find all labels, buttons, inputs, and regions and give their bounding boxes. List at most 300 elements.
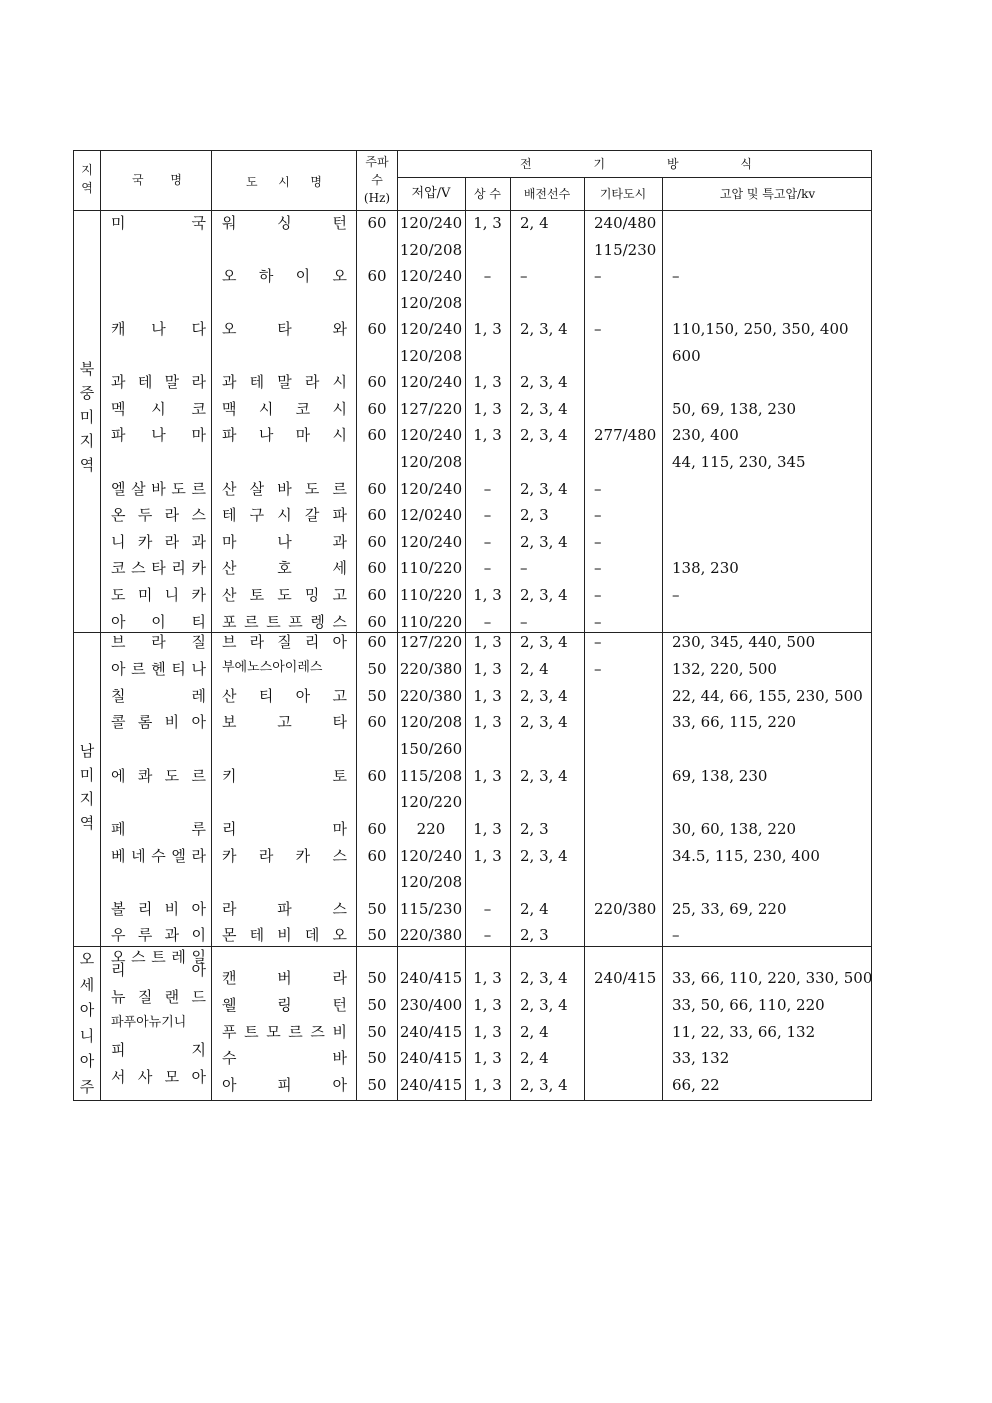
low-voltage-value: 120/208: [399, 294, 463, 312]
low-voltage-value: 150/260: [399, 740, 463, 758]
frequency-value: 60: [367, 373, 387, 391]
country-name-char: 비: [164, 900, 180, 918]
country-name-char: 질: [137, 988, 153, 1006]
city-name: [222, 480, 347, 498]
wires-value: 2, 3, 4: [520, 687, 568, 705]
city-name-char: 마: [295, 426, 311, 444]
country-name-char: 카: [191, 559, 206, 577]
phase-value: 1, 3: [473, 847, 502, 865]
city-name-char: 부에노스아이레스: [222, 660, 323, 675]
high-voltage-value: 132, 220, 500: [672, 660, 777, 678]
low-voltage-value: 240/415: [399, 1023, 463, 1041]
low-voltage-value: 240/415: [399, 969, 463, 987]
country-name-char: 리: [137, 900, 153, 918]
country-name: [111, 988, 206, 1006]
country-name-char: 베: [111, 847, 126, 865]
city-name-char: 턴: [332, 996, 347, 1014]
city-name: [222, 820, 347, 838]
city-name-char: 갈: [304, 506, 320, 524]
country-name-char: 테: [137, 373, 153, 391]
high-voltage-value: 600: [672, 347, 701, 365]
city-name-char: 렝: [310, 613, 325, 631]
low-voltage-value: 120/240: [399, 267, 463, 285]
col-divider: [211, 151, 212, 1100]
frequency-value: 60: [367, 713, 387, 731]
wires-value: 2, 3: [520, 820, 549, 838]
phase-value: –: [483, 480, 492, 498]
city-name-char: 오: [332, 926, 347, 944]
country-name-char: 서: [111, 1068, 126, 1086]
country-name: [111, 633, 206, 651]
city-name-char: 파: [332, 506, 347, 524]
other-city-value: –: [594, 320, 602, 338]
city-name-char: 트: [266, 613, 281, 631]
region-label-char: 아: [79, 1001, 95, 1020]
country-name-char: 시: [151, 400, 166, 418]
phase-value: 1, 3: [473, 767, 502, 785]
phase-value: 1, 3: [473, 633, 502, 651]
city-name-char: 산: [222, 586, 237, 604]
country-name-char: 티: [191, 613, 206, 631]
city-name-char: 라: [249, 633, 265, 651]
region-label-char: 아: [79, 1052, 95, 1071]
high-voltage-value: –: [672, 267, 680, 285]
country-name-char: 피: [111, 1041, 126, 1059]
country-name-char: 네: [131, 847, 146, 865]
city-name-char: 스: [332, 900, 347, 918]
frequency-value: 60: [367, 847, 387, 865]
city-name-char: 테: [222, 506, 237, 524]
country-name: [111, 1068, 206, 1086]
high-voltage-value: 33, 132: [672, 1049, 730, 1067]
region-label-char: 지: [79, 790, 95, 808]
country-name: [111, 926, 206, 944]
region-label: [74, 739, 100, 835]
low-voltage-value: 120/240: [399, 214, 463, 232]
city-name-char: 트: [244, 1023, 259, 1041]
header-subdivider: [397, 177, 871, 178]
country-name: [111, 900, 206, 918]
city-name-char: 고: [332, 687, 347, 705]
country-name: [111, 660, 206, 678]
high-voltage-value: 110,150, 250, 350, 400: [672, 320, 849, 338]
city-header-char: 시: [278, 175, 290, 189]
frequency-value: 60: [367, 267, 387, 285]
city-name-char: 스: [332, 847, 347, 865]
high-voltage-value: 69, 138, 230: [672, 767, 768, 785]
low-voltage-value: 110/220: [399, 613, 463, 631]
city-name-char: 호: [277, 559, 292, 577]
country-name-char: 나: [151, 426, 166, 444]
country-name-char: 마: [191, 426, 206, 444]
region-label-char: 역: [79, 456, 95, 474]
frequency-header-line: 주파: [365, 155, 389, 169]
phase-value: 1, 3: [473, 996, 502, 1014]
country-name-char: 헨: [151, 660, 166, 678]
system-header-char: 전: [520, 157, 532, 171]
city-name-char: 바: [332, 1049, 347, 1067]
system-header-char: 식: [740, 157, 752, 171]
phase-header: 상 수: [474, 187, 501, 201]
other-city-value: –: [594, 480, 602, 498]
country-header-char: 국: [132, 173, 144, 187]
phase-value: –: [483, 506, 492, 524]
country-name-char: 비: [164, 713, 180, 731]
country-name-char: 에: [111, 767, 126, 785]
city-name-char: 테: [249, 373, 265, 391]
country-name-char: 칠: [111, 687, 126, 705]
low-voltage-value: 120/240: [399, 533, 463, 551]
city-name-char: 테: [249, 926, 265, 944]
other-city-value: –: [594, 633, 602, 651]
city-name-char: 워: [222, 214, 237, 232]
city-name-char: 모: [266, 1023, 281, 1041]
city-name: [222, 767, 347, 785]
city-name: [222, 1023, 347, 1041]
country-name-char: 과: [111, 373, 126, 391]
wires-value: 2, 3, 4: [520, 996, 568, 1014]
city-name-char: 시: [277, 506, 292, 524]
country-name-char: 랜: [164, 988, 180, 1006]
country-name: [111, 1041, 206, 1059]
city-name-char: 웰: [222, 996, 237, 1014]
wires-value: 2, 4: [520, 1023, 549, 1041]
city-name-char: 티: [258, 687, 274, 705]
country-name-char: 두: [137, 506, 153, 524]
country-name-char: 온: [111, 506, 126, 524]
header-bottom-line: [74, 210, 871, 211]
other-city-value: –: [594, 267, 602, 285]
wires-value: –: [520, 267, 528, 285]
city-name: [222, 660, 347, 676]
country-name-char: 르: [131, 660, 146, 678]
city-name-char: 과: [332, 533, 347, 551]
frequency-value: 60: [367, 426, 387, 444]
country-name: [111, 373, 206, 391]
city-name-char: 라: [332, 969, 347, 987]
region-label-char: 세: [79, 975, 95, 994]
city-name-char: 코: [295, 400, 311, 418]
city-name-char: 아: [332, 633, 347, 651]
city-name-char: 리: [222, 820, 237, 838]
country-name: [111, 820, 206, 838]
city-name-char: 나: [277, 533, 292, 551]
city-name: [222, 687, 347, 705]
country-name-char: 라: [151, 633, 166, 651]
low-voltage-value: 230/400: [399, 996, 463, 1014]
city-name-char: 말: [277, 373, 292, 391]
city-name-char: 고: [277, 713, 292, 731]
city-name-char: 살: [249, 480, 265, 498]
country-name: [111, 713, 206, 731]
city-name: [222, 373, 347, 391]
country-name-char: 오: [111, 948, 126, 966]
electric-system-header: [520, 157, 752, 171]
frequency-value: 60: [367, 400, 387, 418]
col-divider: [510, 177, 511, 1100]
region-header: [74, 161, 100, 197]
wires-value: 2, 3: [520, 926, 549, 944]
low-voltage-value: 220: [416, 820, 446, 838]
wires-value: –: [520, 559, 528, 577]
country-name-char: 사: [137, 1068, 153, 1086]
country-name-char: 과: [191, 533, 206, 551]
high-voltage-value: 22, 44, 66, 155, 230, 500: [672, 687, 863, 705]
frequency-value: 60: [367, 613, 387, 631]
country-name: [111, 613, 206, 631]
low-voltage-value: 115/230: [399, 900, 463, 918]
wires-value: 2, 4: [520, 900, 549, 918]
city-name-char: 리: [304, 633, 320, 651]
high-voltage-value: 33, 66, 110, 220, 330, 500: [672, 969, 873, 987]
city-name-char: 산: [222, 687, 237, 705]
city-name-char: 구: [249, 506, 265, 524]
region-label-char: 니: [79, 1026, 95, 1045]
city-name-char: 라: [222, 900, 237, 918]
country-name-char: 우: [111, 926, 126, 944]
low-voltage-value: 115/208: [399, 767, 463, 785]
country-name-char: 니: [111, 533, 126, 551]
city-name: [222, 533, 347, 551]
country-name-char: 콰: [137, 767, 153, 785]
country-name-char: 라: [191, 373, 206, 391]
region-label-char: 미: [79, 408, 95, 426]
low-voltage-value: 12/0240: [399, 506, 463, 524]
country-name-char: 질: [191, 633, 206, 651]
country-name: [111, 687, 206, 705]
country-name-char: 미: [111, 214, 126, 232]
low-voltage-value: 120/208: [399, 713, 463, 731]
city-name-char: 산: [222, 559, 237, 577]
city-name-char: 타: [277, 320, 292, 338]
phase-value: 1, 3: [473, 586, 502, 604]
city-name-char: 비: [277, 926, 292, 944]
country-name: [111, 320, 206, 338]
frequency-value: 60: [367, 559, 387, 577]
wires-value: 2, 3, 4: [520, 480, 568, 498]
city-name: [222, 320, 347, 338]
city-name-char: 토: [332, 767, 347, 785]
country-name: [111, 1015, 206, 1031]
region-label-char: 오: [79, 950, 95, 968]
city-name-char: 시: [258, 400, 274, 418]
city-name: [222, 713, 347, 731]
country-name-char: 아: [191, 1068, 206, 1086]
city-name-char: 맥: [222, 400, 237, 418]
city-name-char: 오: [222, 320, 237, 338]
country-name-char: 엘: [111, 480, 126, 498]
city-name-char: 르: [288, 1023, 303, 1041]
phase-value: 1, 3: [473, 820, 502, 838]
country-name-char: 티: [171, 660, 186, 678]
region-label-char: 역: [79, 814, 95, 832]
city-name: [222, 1049, 347, 1067]
country-name-char: 롬: [137, 713, 153, 731]
country-name-char: 아: [111, 660, 126, 678]
country-header: [132, 173, 182, 187]
city-name-char: 도: [304, 480, 320, 498]
city-name-char: 푸: [222, 1023, 237, 1041]
system-header-char: 기: [593, 157, 606, 171]
country-name-char: 르: [191, 767, 206, 785]
country-name-char: 나: [151, 320, 166, 338]
country-name: [111, 847, 206, 865]
wires-value: 2, 3, 4: [520, 969, 568, 987]
phase-value: 1, 3: [473, 660, 502, 678]
country-name-char: 스: [191, 506, 206, 524]
phase-value: 1, 3: [473, 373, 502, 391]
country-name-char: 콜: [111, 713, 126, 731]
country-name-char: 라: [164, 506, 180, 524]
country-header-char: 명: [170, 173, 182, 187]
country-name: [111, 767, 206, 785]
city-name-char: 와: [332, 320, 347, 338]
frequency-value: 60: [367, 533, 387, 551]
wires-value: 2, 3, 4: [520, 400, 568, 418]
country-name-char: 리: [171, 559, 186, 577]
col-divider: [584, 177, 585, 1100]
city-name-char: 세: [332, 559, 347, 577]
low-voltage-value: 220/380: [399, 926, 463, 944]
high-voltage-value: –: [672, 926, 680, 944]
city-name: [222, 926, 347, 944]
wires-value: 2, 4: [520, 660, 549, 678]
city-name-char: 바: [277, 480, 292, 498]
city-name-char: 시: [332, 400, 347, 418]
frequency-value: 50: [367, 996, 387, 1014]
country-name-char: 도: [171, 480, 186, 498]
city-name-char: 오: [332, 267, 347, 285]
wires-value: 2, 3, 4: [520, 633, 568, 651]
wires-value: 2, 3, 4: [520, 1076, 568, 1094]
country-name-char: 리: [111, 961, 126, 979]
low-voltage-value: 120/208: [399, 347, 463, 365]
country-name-char: 라: [191, 847, 206, 865]
frequency-header-line: 수: [371, 173, 383, 187]
frequency-header-line: (Hz): [363, 191, 391, 205]
high-voltage-value: 30, 60, 138, 220: [672, 820, 797, 838]
city-name-char: 타: [332, 713, 347, 731]
country-name-char: 레: [191, 687, 206, 705]
phase-value: 1, 3: [473, 426, 502, 444]
country-name-char: 레: [171, 948, 186, 966]
frequency-value: 50: [367, 969, 387, 987]
country-name-char: 브: [111, 633, 126, 651]
country-name-char: 루: [137, 926, 153, 944]
frequency-header: [358, 153, 396, 207]
city-name-char: 산: [222, 480, 237, 498]
city-name-char: 고: [332, 586, 347, 604]
city-name-char: 싱: [277, 214, 292, 232]
region-label: [74, 357, 100, 477]
country-name-char: 멕: [111, 400, 126, 418]
high-voltage-value: 230, 345, 440, 500: [672, 633, 816, 651]
country-name: [111, 214, 206, 232]
wires-value: 2, 3, 4: [520, 767, 568, 785]
country-name: [111, 586, 206, 604]
country-name: [111, 400, 206, 418]
phase-value: 1, 3: [473, 1076, 502, 1094]
city-name: [222, 214, 347, 232]
city-name-char: 데: [304, 926, 320, 944]
city-name-char: 즈: [310, 1023, 325, 1041]
wires-value: 2, 3, 4: [520, 533, 568, 551]
high-voltage-value: 11, 22, 33, 66, 132: [672, 1023, 816, 1041]
country-name-char: 스: [131, 559, 146, 577]
wires-value: 2, 4: [520, 1049, 549, 1067]
city-name-char: 밍: [304, 586, 320, 604]
country-name-char: 이: [191, 926, 206, 944]
frequency-value: 50: [367, 660, 387, 678]
low-voltage-value: 120/240: [399, 480, 463, 498]
frequency-value: 60: [367, 767, 387, 785]
region-header-char: 지: [81, 163, 93, 177]
other-city-value: 220/380: [594, 900, 657, 918]
country-name-char: 뉴: [111, 988, 126, 1006]
other-city-value: –: [594, 660, 602, 678]
high-voltage-value: 25, 33, 69, 220: [672, 900, 787, 918]
other-city-value: –: [594, 559, 602, 577]
city-name-char: 파: [277, 900, 292, 918]
city-name-char: 비: [332, 1023, 347, 1041]
city-name-char: 라: [258, 847, 274, 865]
phase-value: 1, 3: [473, 320, 502, 338]
city-name-char: 링: [277, 996, 292, 1014]
phase-value: 1, 3: [473, 1049, 502, 1067]
wires-header: 배전선수: [523, 187, 571, 201]
low-voltage-value: 220/380: [399, 687, 463, 705]
high-voltage-value: 138, 230: [672, 559, 739, 577]
city-name-char: 프: [288, 613, 303, 631]
low-voltage-value: 120/240: [399, 320, 463, 338]
low-voltage-value: 120/240: [399, 426, 463, 444]
low-voltage-value: 120/240: [399, 847, 463, 865]
city-name-char: 이: [295, 267, 311, 285]
country-name-char: 모: [164, 1068, 180, 1086]
col-divider: [662, 177, 663, 1100]
country-name-char: 다: [191, 320, 206, 338]
frequency-value: 60: [367, 820, 387, 838]
country-name: [111, 506, 206, 524]
city-name: [222, 586, 347, 604]
phase-value: –: [483, 559, 492, 577]
city-name-char: 파: [222, 426, 237, 444]
col-divider: [100, 151, 101, 1100]
other-city-value: –: [594, 613, 602, 631]
phase-value: –: [483, 533, 492, 551]
city-name-char: 키: [222, 767, 237, 785]
city-header-char: 도: [246, 175, 258, 189]
country-name-char: 카: [191, 586, 206, 604]
phase-value: 1, 3: [473, 969, 502, 987]
country-name-char: 파: [111, 426, 126, 444]
country-name-char: 아: [111, 613, 126, 631]
country-name-char: 도: [164, 767, 180, 785]
country-name-char: 국: [191, 214, 206, 232]
other-city-value: 277/480: [594, 426, 657, 444]
phase-value: 1, 3: [473, 687, 502, 705]
country-name-char: 라: [164, 533, 180, 551]
country-name-char: 트: [151, 948, 166, 966]
city-name-char: 피: [277, 1076, 292, 1094]
city-header-char: 명: [310, 175, 322, 189]
city-name-char: 포: [222, 613, 237, 631]
city-name-char: 캔: [222, 969, 237, 987]
region-label-char: 지: [79, 432, 95, 450]
high-voltage-value: 230, 400: [672, 426, 739, 444]
low-voltage-value: 110/220: [399, 586, 463, 604]
city-name: [222, 633, 347, 651]
